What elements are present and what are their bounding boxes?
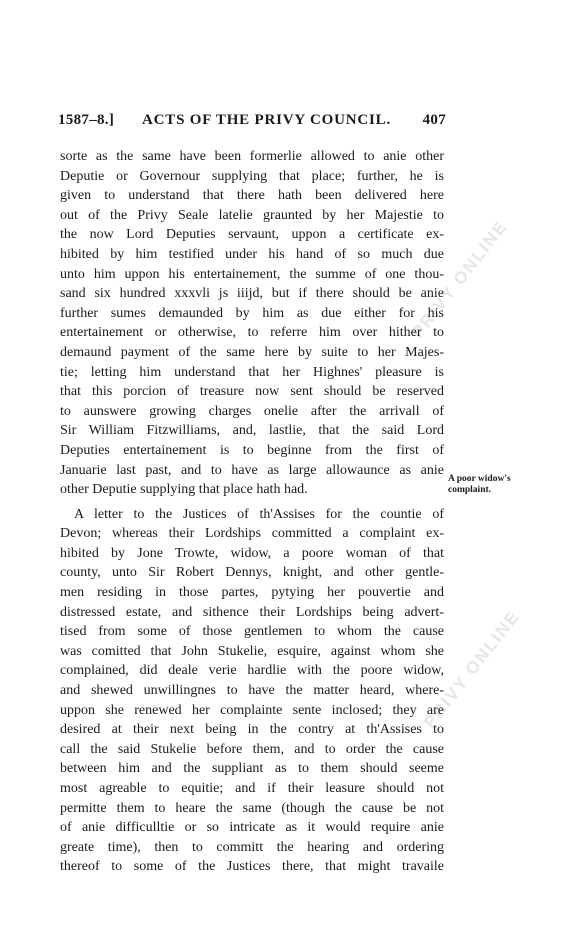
- text-line: sorte as the same have been formerlie allowed to anie other: [60, 149, 444, 164]
- header-years: 1587–8.]: [58, 112, 115, 128]
- text-line: given to understand that there hath been delivered here: [60, 188, 444, 204]
- text-line: was comitted that John Stukelie, esquire, against whom she: [60, 643, 444, 659]
- body-text: [60, 147, 444, 877]
- watermark-lower: PRIVY ONLINE: [420, 606, 524, 732]
- page-number: 407: [422, 112, 446, 128]
- text-line: Deputie or Governour supplying that place; further, he is: [60, 168, 444, 184]
- text-line: thereof to some of the Justices there, that might travaile: [60, 859, 444, 875]
- margin-note-line: A poor widow's: [448, 474, 511, 484]
- text-line: of anie difficulltie or so intricate as it would require anie: [60, 820, 444, 836]
- paragraph-1: [60, 147, 444, 500]
- text-line: uppon she renewed her complainte sente inclosed; they are: [60, 702, 444, 718]
- text-line: Januarie last past, and to have as large allowaunce as anie: [60, 462, 444, 478]
- running-header: [58, 112, 446, 134]
- text-line: further sumes demaunded by him as due either for his: [60, 305, 444, 321]
- text-line: demaund payment of the same here by suite to her Majes-: [60, 344, 444, 360]
- text-line: Sir William Fitzwilliams, and, lastlie, that the said Lord: [60, 423, 444, 439]
- text-line: county, unto Sir Robert Dennys, knight, and other gentle-: [60, 565, 444, 581]
- text-line: greate time), then to committ the hearing and ordering: [60, 839, 444, 855]
- text-line: other Deputie supplying that place hath had.: [60, 482, 308, 498]
- text-line: hibited by Jone Trowte, widow, a poore woman of that: [60, 545, 444, 561]
- text-line: Deputies entertainement is to beginne from the first of: [60, 442, 444, 458]
- text-line: hibited by him testified under his hand of so much due: [60, 246, 444, 262]
- text-line: distressed estate, and sithence their Lordships being advert-: [60, 604, 444, 620]
- text-line: entertainement or otherwise, to referre him over hither to: [60, 325, 444, 341]
- text-line: Devon; whereas their Lordships committed a complaint ex-: [60, 526, 444, 542]
- margin-note: [448, 474, 548, 496]
- text-line: between him and the suppliant as to them should seeme: [60, 761, 444, 777]
- text-line: complained, did deale verie hardlie with the poore widow,: [60, 663, 444, 679]
- text-line: sand six hundred xxxvli js iiijd, but if there should be anie: [60, 286, 444, 302]
- text-line: that this porcion of treasure now sent should be reserved: [60, 384, 444, 400]
- text-line: to aunswere growing charges onelie after the arrivall of: [60, 403, 444, 419]
- text-line: call the said Stukelie before them, and to order the cause: [60, 741, 444, 757]
- text-line: tie; letting him understand that her Highnes' pleasure is: [60, 364, 444, 380]
- text-line: A letter to the Justices of th'Assises for the countie of: [74, 506, 444, 522]
- text-line: the now Lord Deputies servaunt, uppon a certificate ex-: [60, 227, 444, 243]
- text-line: men residing in those partes, pytying her pouvertie and: [60, 585, 444, 601]
- text-line: most agreable to equitie; and if their leasure should not: [60, 781, 444, 796]
- text-line: permitte them to heare the same (though the cause be not: [60, 800, 444, 816]
- margin-note-line: complaint.: [448, 485, 492, 495]
- text-line: unto him uppon his entertainement, the summe of one thou-: [60, 266, 444, 282]
- text-line: out of the Privy Seale latelie graunted by her Majestie to: [60, 207, 444, 223]
- paragraph-2: [60, 505, 444, 877]
- watermark-upper: PRIVY ONLINE: [408, 216, 512, 342]
- header-title: ACTS OF THE PRIVY COUNCIL.: [142, 112, 392, 128]
- text-line: and shewed unwillingnes to have the matter heard, where-: [60, 683, 444, 699]
- text-line: tised from some of those gentlemen to whom the cause: [60, 624, 444, 640]
- text-line: desired at their next being in the contry at th'Assises to: [60, 722, 444, 738]
